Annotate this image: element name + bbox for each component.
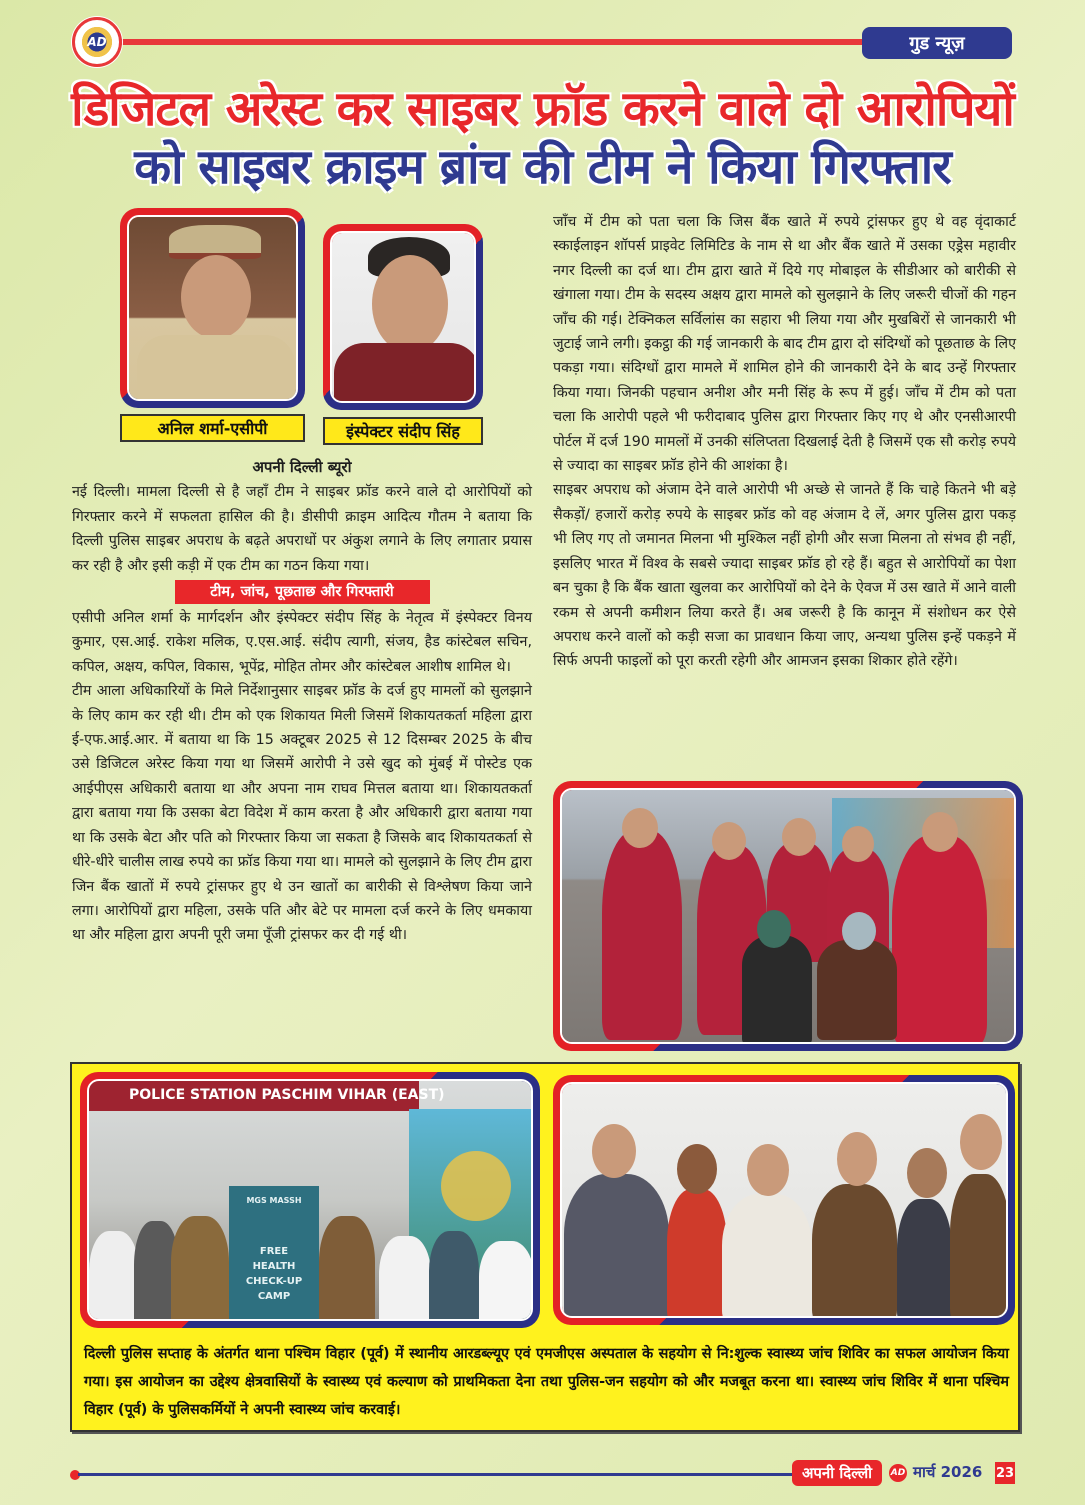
police-cap-icon bbox=[169, 225, 261, 259]
complaint-paragraph: टीम आला अधिकारियों के मिले निर्देशानुसार साइबर फ्रॉड के दर्ज हुए मामलों को सुलझाने के लिए काम कर रही थी। टीम को एक शिकायत मिली जिसमें शिकायतकर्ता महिला द्वारा ई-एफ.आई.आर. में बताया था कि 15 अक्टूबर 2025 से 12 दिसम्बर 2025 के बीच उसे डिजिटल अरेस्ट किया गया था जिसमें आरोपी ने उसे खुद को मुंबई में पोस्टेड एक आईपीएस अधिकारी बताया था और अपना नाम राघव मित्तल बताया था। शिकायतकर्ता द्वारा बताया गया कि उसका बेटा विदेश में काम करता है और अधिकारी द्वारा बताया गया था कि उसके बेटा और पति को गिरफ्तार किया जा सकता है जिसके बाद शिकायतकर्ता से धीरे-धीरे चालीस लाख रुपये का फ्रॉड किया गया था। मामले को सुलझाने के लिए टीम द्वारा जिन बैंक खातों में रुपये ट्रांसफर हुए थे उन खातों का बारीकी से विश्लेषण किया जाने लगा। आरोपियों द्वारा महिला, उसके पति और बेटे पर मामला दर्ज करने के लिए धमकाया था और महिला द्वारा अपनी पूरी जमा पूँजी ट्रांसफर कर दी गई थी। bbox=[72, 683, 532, 944]
byline: अपनी दिल्ली ब्यूरो bbox=[252, 458, 352, 476]
left-column bbox=[72, 455, 532, 948]
police-station-sign: POLICE STATION PASCHIM VIHAR (EAST) bbox=[129, 1087, 445, 1103]
right-column bbox=[553, 210, 1016, 674]
team-photo-frame bbox=[553, 781, 1023, 1051]
team-paragraph: एसीपी अनिल शर्मा के मार्गदर्शन और इंस्पेक्टर संदीप सिंह के नेतृत्व में इंस्पेक्टर विनय कुमार, एस.आई. राकेश मलिक, ए.एस.आई. संदीप त्यागी, संजय, हैड कांस्टेबल सचिन, कपिल, अक्षय, कपिल, विकास, भूपेंद्र, मोहित तोमर और कांस्टेबल आशीष शामिल थे। bbox=[72, 610, 532, 675]
logo-mark: AD bbox=[87, 35, 107, 49]
footer-brand: अपनी दिल्ली bbox=[792, 1460, 882, 1486]
commentary-paragraph: साइबर अपराध को अंजाम देने वाले आरोपी भी अच्छे से जानते हैं कि चाहे कितने भी बड़े सैकड़ों/ हजारों करोड़ रुपये के साइबर फ्रॉड को वह अंजाम दे लें, अगर पुलिस द्वारा पकड़ भी लिए गए तो जमानत मिलना भी मुश्किल नहीं होगी और सजा मिलना तो संभव ही नहीं, इसलिए भारत में विश्व के सबसे ज्यादा साइबर फ्रॉड हो रहे हैं। बहुत से आरोपियों का पेशा बन चुका है कि बैंक खाता खुलवा कर आरोपियों को देने के ऐवज में उस खाते में आने वाली रकम से अपनी कमीशन लिया करते हैं। अब जरूरी है कि कानून में संशोधन कर ऐसे अपराध करने वालों को कड़ी सजा का प्रावधान किया जाए, अन्यथा पुलिस इन्हें पकड़ने में सिर्फ अपनी फाइलों को पूरा करती रहेगी और आमजन इसका शिकार होते रहेंगे। bbox=[553, 482, 1016, 670]
group-photo bbox=[562, 1084, 1006, 1316]
portrait-inspector-frame bbox=[323, 224, 483, 410]
group-photo-frame bbox=[553, 1075, 1015, 1325]
portrait-acp-photo bbox=[129, 217, 296, 399]
delhi-police-logo-icon bbox=[72, 17, 122, 67]
portrait-acp-frame bbox=[120, 208, 305, 408]
banner-text: FREE HEALTH CHECK-UP CAMP bbox=[245, 1246, 303, 1302]
headline-line-1: डिजिटल अरेस्ट कर साइबर फ्रॉड करने वाले दो आरोपियों bbox=[71, 81, 1014, 137]
health-camp-banner bbox=[229, 1186, 319, 1321]
footer-rule bbox=[78, 1473, 798, 1476]
subhead: टीम, जांच, पूछताछ और गिरफ्तारी bbox=[175, 580, 430, 604]
header-rule bbox=[92, 39, 892, 45]
page-number: 23 bbox=[995, 1462, 1015, 1484]
health-camp-photo bbox=[89, 1081, 531, 1319]
portrait-inspector-photo bbox=[332, 233, 474, 401]
investigation-paragraph: जाँच में टीम को पता चला कि जिस बैंक खाते में रुपये ट्रांसफर हुए थे वह वृंदाकार्ट स्काईलाइन शॉपर्स प्राइवेट लिमिटिड के नाम से था और बैंक खाते में उसका एड्रेस महावीर नगर दिल्ली का दर्ज था। टीम द्वारा खाते में दिये गए मोबाइल के सीडीआर को बारीकी से खंगाला गया। टीम के सदस्य अक्षय द्वारा मामले को सुलझाने के लिए जरूरी चीजों की गहन जाँच की गई। टेक्निकल सर्विलांस का सहारा भी लिया गया और मुखबिरों से जानकारी भी जुटाई जाने लगी। इकट्ठा की गई जानकारी के बाद टीम द्वारा दो संदिग्धों को पूछताछ के लिए पकड़ा गया। संदिग्धों द्वारा मामले में शामिल होने की जानकारी देने के बाद उन्हें गिरफ्तार किया गया। जिनकी पहचान अनीश और मनी सिंह के रूप में हुई। जाँच में टीम को पता चला कि आरोपी पहले भी फरीदाबाद पुलिस द्वारा गिरफ्तार किए गए थे और एनसीआरपी पोर्टल में दर्ज 190 मामलों में उनकी संलिप्तता दिखलाई देती है जिसमें एक सौ करोड़ रुपये से ज्यादा का साइबर फ्रॉड होने की आशंका है। bbox=[553, 214, 1016, 475]
section-badge: गुड न्यूज़ bbox=[862, 27, 1012, 59]
team-photo bbox=[562, 790, 1014, 1042]
headline-line-2: को साइबर क्राइम ब्रांच की टीम ने किया गिरफ्तार bbox=[134, 139, 951, 195]
intro-paragraph: नई दिल्ली। मामला दिल्ली से है जहाँ टीम ने साइबर फ्रॉड करने वाले दो आरोपियों को गिरफ्तार करने में सफलता हासिल की है। डीसीपी क्राइम आदित्य गौतम ने बताया कि दिल्ली पुलिस साइबर अपराध के बढ़ते अपराधों पर अंकुश लगाने के लिए लगातार प्रयास कर रही है और इसी कड़ी में एक टीम का गठन किया गया। bbox=[72, 484, 532, 574]
portrait-inspector-caption: इंस्पेक्टर संदीप सिंह bbox=[323, 417, 483, 445]
health-camp-photo-frame bbox=[80, 1072, 540, 1328]
headline bbox=[0, 80, 1085, 196]
health-camp-text: दिल्ली पुलिस सप्ताह के अंतर्गत थाना पश्चिम विहार (पूर्व) में स्थानीय आरडब्ल्यूए एवं एमजीएस अस्पताल के सहयोग से नि:शुल्क स्वास्थ्य जांच शिविर का सफल आयोजन किया गया। इस आयोजन का उद्देश्य क्षेत्रवासियों के स्वास्थ्य एवं कल्याण को प्राथमिकता देना तथा पुलिस-जन सहयोग को और मजबूत करना था। स्वास्थ्य जांच शिविर में थाना पश्चिम विहार (पूर्व) के पुलिसकर्मियों ने अपनी स्वास्थ्य जांच करवाई। bbox=[84, 1346, 1009, 1418]
footer-logo-icon: AD bbox=[889, 1464, 907, 1482]
banner-brand: MGS MASSH bbox=[246, 1196, 302, 1205]
portrait-acp-caption: अनिल शर्मा-एसीपी bbox=[120, 414, 305, 442]
footer-issue-date: मार्च 2026 bbox=[913, 1463, 983, 1481]
